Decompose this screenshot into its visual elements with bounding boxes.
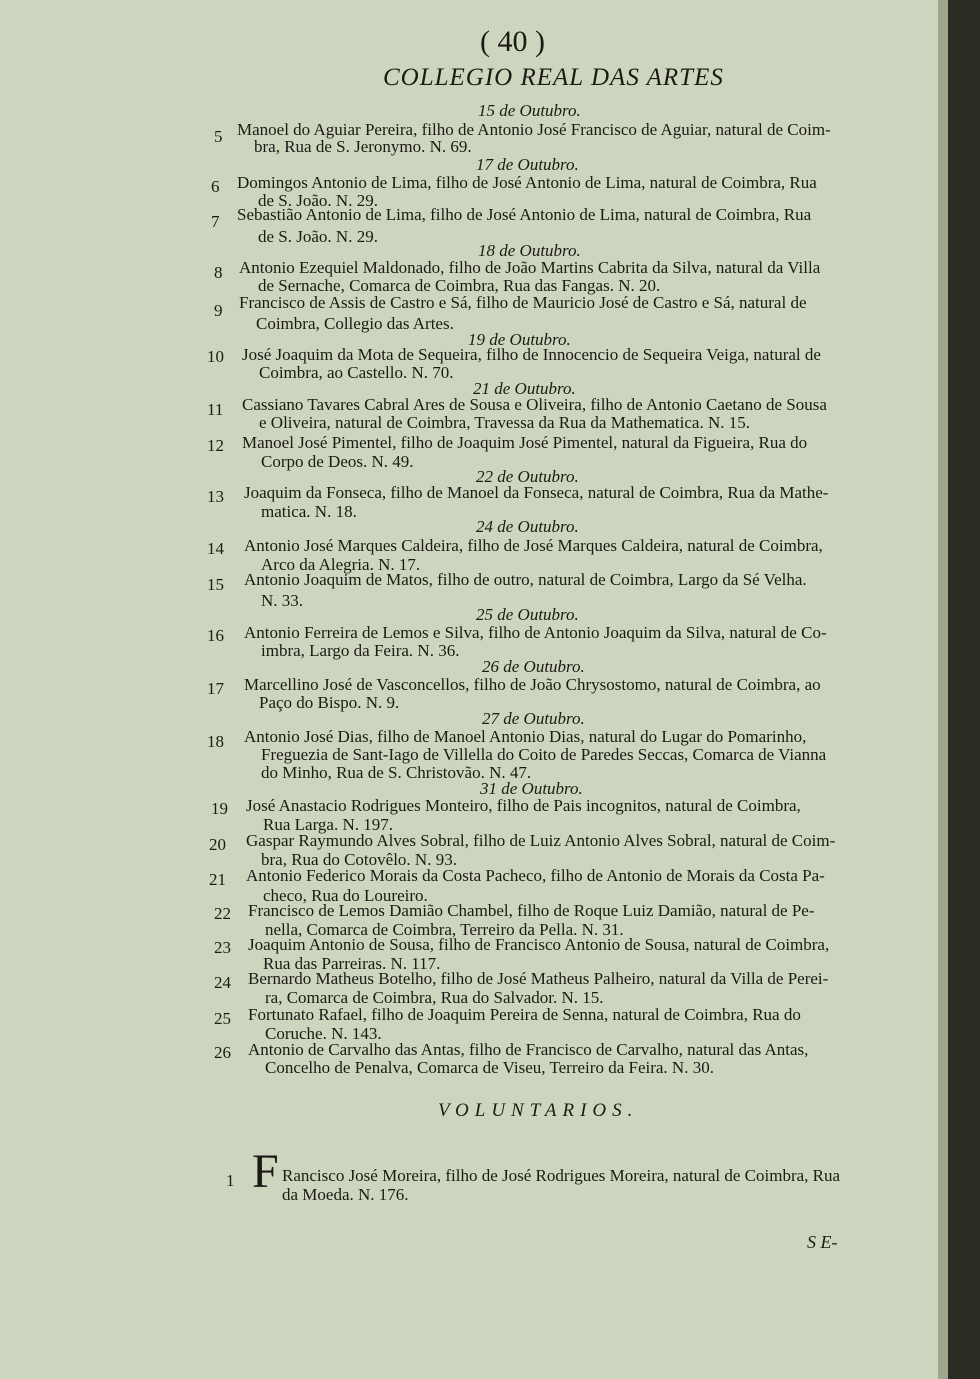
- entry-line: de S. João. N. 29.: [258, 191, 378, 210]
- entry-number: 26: [214, 1043, 231, 1062]
- entry-number: 12: [207, 436, 224, 455]
- date-heading: 15 de Outubro.: [478, 101, 581, 120]
- entry-number: 5: [214, 127, 223, 146]
- entry-line: bra, Rua de S. Jeronymo. N. 69.: [254, 137, 472, 156]
- entry-number: 18: [207, 732, 224, 751]
- entry-number: 22: [214, 904, 231, 923]
- entry-number: 20: [209, 835, 226, 854]
- entry-line: Corpo de Deos. N. 49.: [261, 452, 414, 471]
- entry-line: nella, Comarca de Coimbra, Terreiro da Pella. N. 31.: [265, 920, 624, 939]
- entry-line: Domingos Antonio de Lima, filho de José Antonio de Lima, natural de Coimbra, Rua: [237, 173, 817, 192]
- entry-number: 1: [226, 1171, 235, 1190]
- entry-number: 24: [214, 973, 231, 992]
- page-binding-edge: [938, 0, 948, 1379]
- entry-line: Rancisco José Moreira, filho de José Rodrigues Moreira, natural de Coimbra, Rua: [282, 1166, 841, 1185]
- entry-number: 21: [209, 870, 226, 889]
- entry-number: 15: [207, 575, 224, 594]
- date-heading: 18 de Outubro.: [478, 241, 581, 260]
- page-number: ( 40 ): [480, 25, 545, 58]
- entry-line: Antonio José Dias, filho de Manoel Antonio Dias, natural do Lugar do Pomarinho,: [244, 727, 807, 746]
- entry-line: e Oliveira, natural de Coimbra, Travessa da Rua da Mathematica. N. 15.: [259, 413, 750, 432]
- entry-line: checo, Rua do Loureiro.: [263, 886, 428, 905]
- entry-line: Antonio Ezequiel Maldonado, filho de João Martins Cabrita da Silva, natural da Villa: [239, 258, 821, 277]
- entry-number: 23: [214, 938, 231, 957]
- adjacent-page-strip: [948, 0, 980, 1379]
- entry-line: Fortunato Rafael, filho de Joaquim Pereira de Senna, natural de Coimbra, Rua do: [248, 1005, 801, 1024]
- entry-number: 11: [207, 400, 224, 419]
- entry-line: Francisco de Assis de Castro e Sá, filho de Mauricio José de Castro e Sá, natural de: [239, 293, 807, 312]
- entry-number: 14: [207, 539, 224, 558]
- date-heading: 22 de Outubro.: [476, 467, 579, 486]
- entry-line: Antonio de Carvalho das Antas, filho de Francisco de Carvalho, natural das Antas,: [248, 1040, 809, 1059]
- date-heading: 26 de Outubro.: [482, 657, 585, 676]
- entry-line: de Sernache, Comarca de Coimbra, Rua das Fangas. N. 20.: [258, 276, 661, 295]
- entry-number: 10: [207, 347, 224, 366]
- entry-line: Coimbra, ao Castello. N. 70.: [259, 363, 454, 382]
- entry-line: Coruche. N. 143.: [265, 1024, 382, 1043]
- entry-number: 8: [214, 263, 223, 282]
- entry-line: Antonio Joaquim de Matos, filho de outro, natural de Coimbra, Largo da Sé Velha.: [244, 570, 807, 589]
- date-heading: 17 de Outubro.: [476, 155, 579, 174]
- date-heading: 24 de Outubro.: [476, 517, 579, 536]
- entry-line: Antonio Ferreira de Lemos e Silva, filho de Antonio Joaquim da Silva, natural de Co-: [244, 623, 827, 642]
- running-title: COLLEGIO REAL DAS ARTES: [383, 64, 724, 91]
- entry-line: Concelho de Penalva, Comarca de Viseu, Terreiro da Feira. N. 30.: [265, 1058, 714, 1077]
- entry-line: ra, Comarca de Coimbra, Rua do Salvador. N. 15.: [265, 988, 604, 1007]
- entry-number: 16: [207, 626, 224, 645]
- entry-number: 13: [207, 487, 224, 506]
- entry-line: do Minho, Rua de S. Christovão. N. 47.: [261, 763, 532, 782]
- entry-number: 6: [211, 177, 220, 196]
- entry-line: Francisco de Lemos Damião Chambel, filho de Roque Luiz Damião, natural de Pe-: [248, 901, 815, 920]
- entry-number: 9: [214, 301, 223, 320]
- entry-line: imbra, Largo da Feira. N. 36.: [261, 641, 460, 660]
- date-heading: 27 de Outubro.: [482, 709, 585, 728]
- entry-line: Cassiano Tavares Cabral Ares de Sousa e Oliveira, filho de Antonio Caetano de Sousa: [242, 395, 827, 414]
- entry-line: Rua Larga. N. 197.: [263, 815, 393, 834]
- entry-number: 17: [207, 679, 224, 698]
- entry-line: Bernardo Matheus Botelho, filho de José Matheus Palheiro, natural da Villa de Perei-: [248, 969, 829, 988]
- entry-line: Sebastião Antonio de Lima, filho de José Antonio de Lima, natural de Coimbra, Rua: [237, 205, 812, 224]
- date-heading: 25 de Outubro.: [476, 605, 579, 624]
- entry-line: Joaquim da Fonseca, filho de Manoel da Fonseca, natural de Coimbra, Rua da Mathe-: [244, 483, 829, 502]
- entry-number: 25: [214, 1009, 231, 1028]
- drop-cap: F: [252, 1145, 279, 1198]
- entry-line: Rua das Parreiras. N. 117.: [263, 954, 441, 973]
- entry-line: da Moeda. N. 176.: [282, 1185, 409, 1204]
- entry-line: Antonio Federico Morais da Costa Pacheco, filho de Antonio de Morais da Costa Pa-: [246, 866, 825, 885]
- date-heading: 21 de Outubro.: [473, 379, 576, 398]
- entry-line: José Joaquim da Mota de Sequeira, filho de Innocencio de Sequeira Veiga, natural de: [242, 345, 821, 364]
- entry-line: N. 33.: [261, 591, 304, 610]
- catchword: S E-: [807, 1232, 838, 1252]
- entry-line: Antonio José Marques Caldeira, filho de José Marques Caldeira, natural de Coimbra,: [244, 536, 823, 555]
- entry-line: Manoel do Aguiar Pereira, filho de Antonio José Francisco de Aguiar, natural de Coim-: [237, 120, 831, 139]
- entry-line: Manoel José Pimentel, filho de Joaquim José Pimentel, natural da Figueira, Rua do: [242, 433, 808, 452]
- date-heading: 31 de Outubro.: [480, 779, 583, 798]
- entry-line: bra, Rua do Cotovêlo. N. 93.: [261, 850, 457, 869]
- entry-line: Paço do Bispo. N. 9.: [259, 693, 400, 712]
- entry-line: Joaquim Antonio de Sousa, filho de Francisco Antonio de Sousa, natural de Coimbra,: [248, 935, 830, 954]
- section-heading-voluntarios: VOLUNTARIOS.: [438, 1100, 639, 1121]
- entry-line: Freguezia de Sant-Iago de Villella do Coito de Paredes Seccas, Comarca de Vianna: [261, 745, 827, 764]
- entry-line: Gaspar Raymundo Alves Sobral, filho de Luiz Antonio Alves Sobral, natural de Coim-: [246, 831, 836, 850]
- entry-line: Marcellino José de Vasconcellos, filho de João Chrysostomo, natural de Coimbra, ao: [244, 675, 821, 694]
- entry-line: José Anastacio Rodrigues Monteiro, filho de Pais incognitos, natural de Coimbra,: [246, 796, 801, 815]
- date-heading: 19 de Outubro.: [468, 330, 571, 349]
- entry-line: matica. N. 18.: [261, 502, 357, 521]
- entry-number: 19: [211, 799, 228, 818]
- entry-line: de S. João. N. 29.: [258, 227, 378, 246]
- entry-number: 7: [211, 212, 220, 231]
- entry-line: Coimbra, Collegio das Artes.: [256, 314, 454, 333]
- entry-line: Arco da Alegria. N. 17.: [261, 555, 421, 574]
